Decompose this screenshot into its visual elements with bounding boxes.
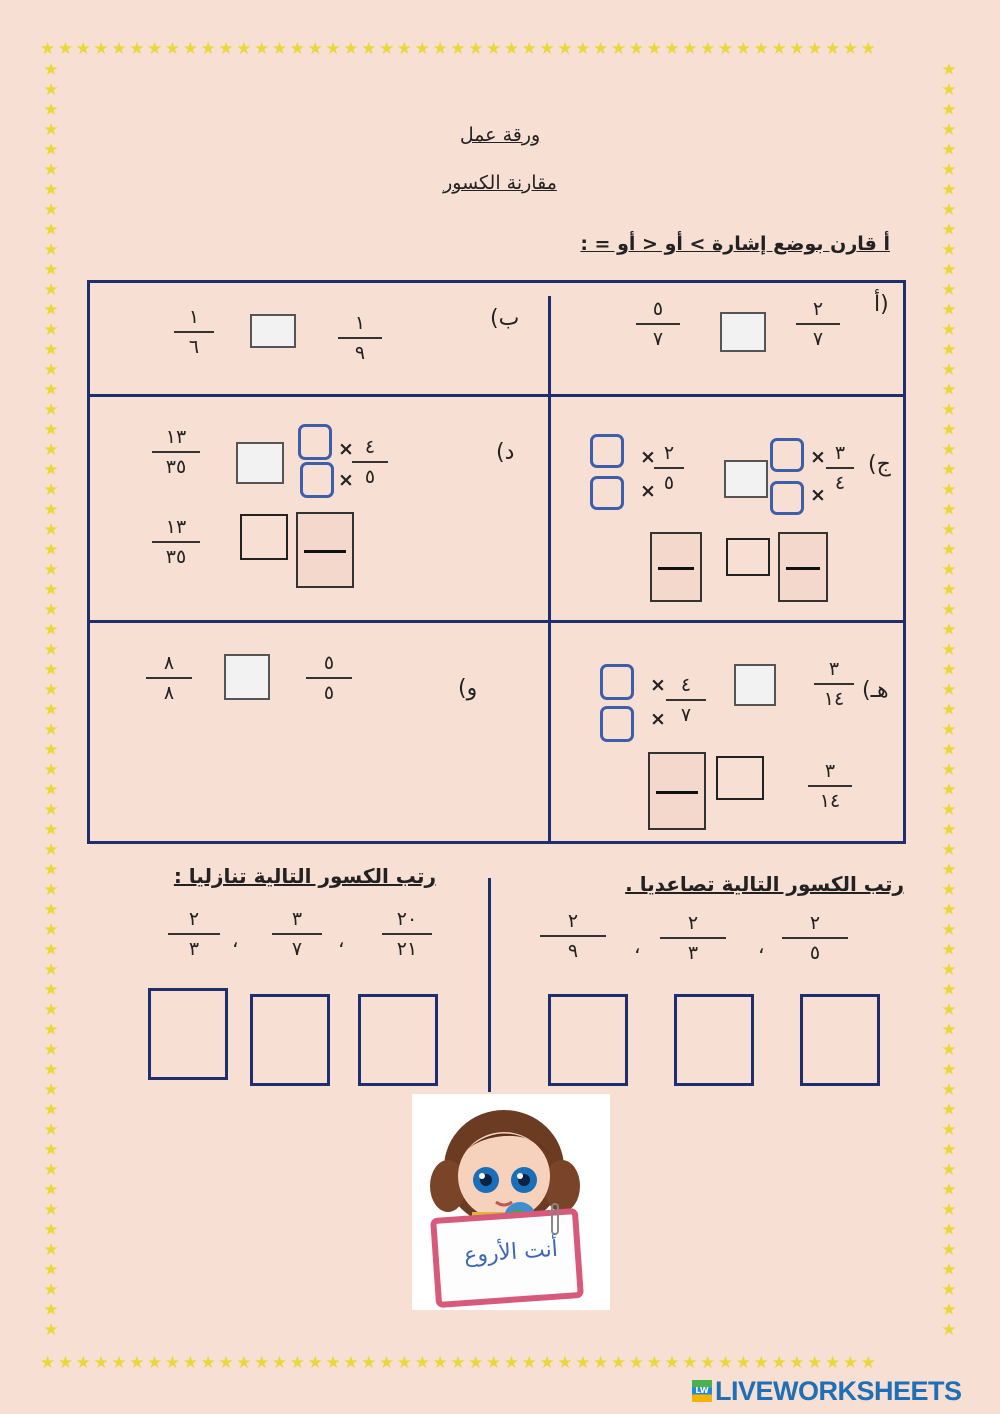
- fraction: ٢ ٣: [660, 912, 726, 964]
- separator: ،: [232, 928, 239, 952]
- label-e: هـ): [862, 678, 889, 703]
- fraction: ١ ٩: [338, 312, 382, 364]
- separator: ،: [634, 934, 641, 958]
- comparison-answer-box[interactable]: [250, 314, 296, 348]
- grid-left: [87, 280, 90, 844]
- order-desc-answer-box-3[interactable]: [148, 988, 228, 1080]
- fraction: ٤ ٧: [666, 674, 706, 726]
- fraction: ١٣ ٣٥: [152, 426, 200, 478]
- multiply-symbol: ×: [640, 480, 656, 502]
- order-desc-title: رتب الكسور التالية تنازليا :: [173, 864, 436, 888]
- brand-logo[interactable]: [692, 1375, 962, 1406]
- fraction: ٢٠ ٢١: [382, 908, 432, 960]
- order-asc-answer-box-3[interactable]: [548, 994, 628, 1086]
- multiply-symbol: ×: [650, 674, 666, 696]
- fraction: ١٣ ٣٥: [152, 516, 200, 568]
- comparison-answer-box[interactable]: [224, 654, 270, 700]
- fraction: ٣ ٧: [272, 908, 322, 960]
- label-a: (أ: [874, 292, 889, 317]
- order-asc-answer-box-1[interactable]: [800, 994, 880, 1086]
- multiplier-input-num[interactable]: [770, 438, 804, 472]
- fraction: ٢ ٥: [654, 442, 684, 494]
- comparison-answer-box[interactable]: [240, 514, 288, 560]
- order-asc-answer-box-2[interactable]: [674, 994, 754, 1086]
- star-border-left: ★★★★★★★★★★★★★★★★★★★★★★★★★★★★★★★★★★★★★★★★★★★★★★★★★★★★★★★★★★★★★★★★: [43, 60, 59, 1340]
- order-desc-answer-box-1[interactable]: [358, 994, 438, 1086]
- comparison-answer-box[interactable]: [724, 460, 768, 498]
- multiplier-input-den[interactable]: [590, 476, 624, 510]
- multiply-symbol: ×: [338, 438, 354, 460]
- multiplier-input-num[interactable]: [600, 664, 634, 700]
- fraction: ٨ ٨: [146, 652, 192, 704]
- result-fraction-box[interactable]: [648, 752, 706, 830]
- comparison-answer-box[interactable]: [726, 538, 770, 576]
- instruction-text: أ قارن بوضع إشارة > أو < أو = :: [580, 233, 890, 255]
- fraction: ٣ ١٤: [808, 760, 852, 812]
- comparison-answer-box[interactable]: [720, 312, 766, 352]
- grid-top: [88, 280, 906, 283]
- separator: ،: [338, 928, 345, 952]
- fraction: ٥ ٧: [636, 298, 680, 350]
- fraction: ٣ ٤: [826, 442, 854, 494]
- star-border-bottom: ★★★★★★★★★★★★★★★★★★★★★★★★★★★★★★★★★★★★★★★★★★★★★★★: [40, 1353, 879, 1373]
- order-asc-title: رتب الكسور التالية تصاعديا .: [625, 872, 904, 896]
- multiply-symbol: ×: [338, 469, 354, 491]
- grid-right: [903, 280, 906, 844]
- multiplier-input-den[interactable]: [300, 462, 334, 498]
- fraction: ٢ ٧: [796, 298, 840, 350]
- result-fraction-box[interactable]: [650, 532, 702, 602]
- label-f: و): [458, 676, 478, 701]
- result-fraction-box[interactable]: [778, 532, 828, 602]
- order-divider: [488, 878, 491, 1092]
- separator: ،: [758, 934, 765, 958]
- label-d: د): [496, 440, 515, 465]
- multiply-symbol: ×: [640, 446, 656, 468]
- fraction: ٢ ٩: [540, 910, 606, 962]
- order-desc-answer-box-2[interactable]: [250, 994, 330, 1086]
- multiplier-input-num[interactable]: [298, 424, 332, 460]
- multiply-symbol: ×: [810, 484, 826, 506]
- girl-illustration: [412, 1094, 610, 1310]
- fraction: ١ ٦: [174, 306, 214, 358]
- worksheet-title: ورقة عمل: [459, 124, 541, 146]
- comparison-answer-box[interactable]: [716, 756, 764, 800]
- fraction: ٥ ٥: [306, 652, 352, 704]
- brand-text: LIVEWORKSHEETS: [715, 1375, 962, 1406]
- star-border-right: ★★★★★★★★★★★★★★★★★★★★★★★★★★★★★★★★★★★★★★★★★★★★★★★★★★★★★★★★★★★★★★★★: [941, 60, 957, 1340]
- grid-bottom: [88, 841, 906, 844]
- brand-logo-icon: LW: [692, 1380, 712, 1402]
- multiplier-input-den[interactable]: [770, 481, 804, 515]
- grid-row1: [88, 394, 906, 397]
- label-b: ب): [490, 306, 520, 331]
- grid-row2: [88, 620, 906, 623]
- grid-middle: [548, 296, 551, 844]
- multiply-symbol: ×: [650, 708, 666, 730]
- comparison-answer-box[interactable]: [734, 664, 776, 706]
- fraction: ٤ ٥: [352, 436, 388, 488]
- star-border-top: ★★★★★★★★★★★★★★★★★★★★★★★★★★★★★★★★★★★★★★★★★★★★★★★: [40, 39, 879, 59]
- result-fraction-box[interactable]: [296, 512, 354, 588]
- fraction: ٢ ٣: [168, 908, 220, 960]
- label-c: ج): [868, 452, 891, 477]
- fraction: ٢ ٥: [782, 912, 848, 964]
- sticker-text: أنت الأروع: [463, 1236, 559, 1269]
- multiplier-input-num[interactable]: [590, 434, 624, 468]
- multiplier-input-den[interactable]: [600, 706, 634, 742]
- sticker-girl-image: [412, 1094, 610, 1310]
- fraction: ٣ ١٤: [814, 658, 854, 710]
- worksheet-subtitle: مقارنة الكسور: [443, 172, 557, 194]
- comparison-answer-box[interactable]: [236, 442, 284, 484]
- multiply-symbol: ×: [810, 446, 826, 468]
